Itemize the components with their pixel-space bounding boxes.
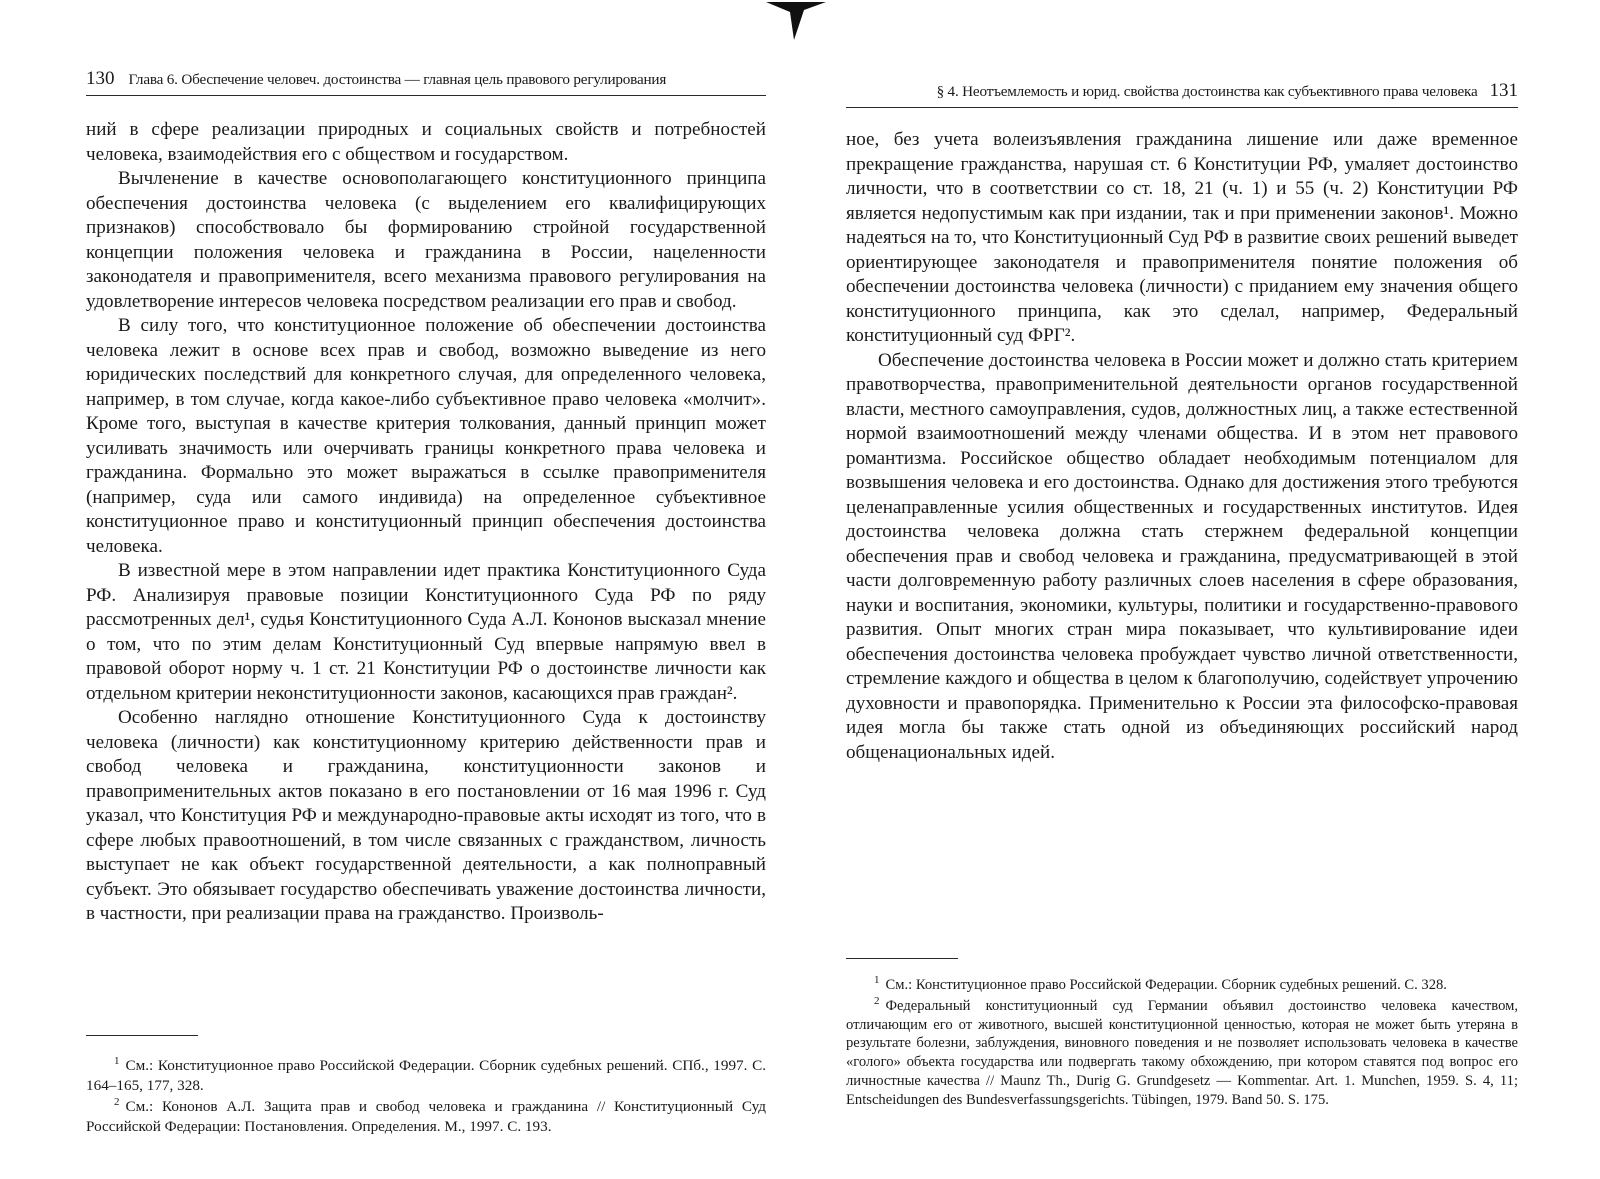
paragraph: В известной мере в этом направлении идет практика Конституционного Суда РФ. Анализируя правовые позиции Конституционного Суда РФ по ряду рассмотренных дел¹, судья Конституционного Суда А.Л. Кононов высказал мнение о том, что по этим делам Конституционный Суд впервые напрямую ввел в правовой оборот норму ч. 1 ст. 21 Конституции РФ о достоинстве личности как отдельном критерии неконституционности законов, касающихся прав граждан². [86,560,766,704]
footnotes [86,1056,766,1138]
footnote-mark: 2 [874,994,880,1007]
footnote [846,994,1518,1110]
footnote-text: См.: Конституционное право Российской Федерации. Сборник судебных решений. СПб., 1997. С. 164–165, 177, 328. [86,1057,766,1094]
footnote-rule [86,1035,198,1036]
footnote-text: См.: Кононов А.Л. Защита прав и свобод человека и гражданина // Конституционный Суд Российской Федерации: Постановления. Определения. М., 1997. С. 193. [86,1098,766,1135]
paragraph: Особенно наглядно отношение Конституционного Суда к достоинству человека (личности) как конституционному критерию действенности прав и свобод человека и гражданина, конституционности законов и правоприменительных актов показано в его постановлении от 16 мая 1996 г. Суд указал, что Конституция РФ и международно-правовые акты исходят из того, что в сфере любых правоотношений, в том числе связанных с гражданством, личность выступает не как объект государственной деятельности, а как полноправный субъект. Это обязывает государство обеспечивать уважение достоинства личности, в частности, при реализации права на гражданство. Произволь- [86,707,766,924]
running-head [846,80,1518,108]
footnote [846,976,1518,995]
footnote [86,1097,766,1136]
paragraph: Вычленение в качестве основополагающего конституционного принципа обеспечения достоинства человека (с выделением его квалифицирующих признаков) способствовало бы формированию стройной государственной концепции положения человека и гражданина в России, нацеленности законодателя и правоприменителя, всего механизма правового регулирования на удовлетворение интересов человека посредством реализации его прав и свобод. [86,168,766,312]
footnote-mark: 2 [114,1096,120,1109]
page-number: 131 [1489,80,1518,101]
body-text [86,118,766,927]
running-head [86,68,766,96]
footnote-text: Федеральный конституционный суд Германии объявил достоинство человека качеством, отличающим его от животного, высшей конституционной ценностью, которая не может быть утеряна в результате болезни, заблуждения, виновного поведения и не позволяет использовать человека в качестве «голого» объекта государства или подвергать такому обхождению, при котором ставятся под вопрос его личностные качества // Maunz Th., Durig G. Grundgesetz — Kommentar. Art. 1. Munchen, 1959. S. 4, 11; Entscheidungen des Bundesverfassungsgerichts. Tübingen, 1979. Band 50. S. 175. [846,997,1518,1108]
footnotes [846,976,1518,1112]
section-title: § 4. Неотъемлемость и юрид. свойства достоинства как субъективного права человека [936,83,1478,100]
footnote-mark: 1 [874,974,880,987]
body-text [846,128,1518,765]
right-page [846,0,1518,1179]
paragraph: В силу того, что конституционное положение об обеспечении достоинства человека лежит в основе всех прав и свобод, возможно выведение из него юридических последствий для конкретного случая, для определенного человека, например, в том случае, когда какое-либо субъективное право человека «молчит». Кроме того, выступая в качестве критерия толкования, данный принцип может усиливать значимость или очерчивать границы конкретного права человека и гражданина. Формально это может выражаться в ссылке правоприменителя (например, суда или самого индивида) на определенное субъективное конституционное право и конституционный принцип обеспечения достоинства человека. [86,315,766,557]
left-page [86,0,766,1179]
paragraph: ний в сфере реализации природных и социальных свойств и потребностей человека, взаимодействия его с обществом и государством. [86,119,766,165]
paragraph: Обеспечение достоинства человека в России может и должно стать критерием правотворчества, правоприменительной деятельности органов государственной власти, местного самоуправления, судов, должностных лиц, а также естественной нормой взаимоотношений между членами общества. И в этом нет правового романтизма. Российское общество обладает необходимым потенциалом для возвышения человека и его достоинства. Однако для достижения этого требуются целенаправленные усилия общественных и государственных институтов. Идея достоинства человека должна стать стержнем федеральной концепции обеспечения прав и свобод человека и гражданина, предусматривающей в этой части долговременную работу различных слоев населения в сфере образования, науки и воспитания, экономики, культуры, политики и государственно-правового развития. Опыт многих стран мира показывает, что культивирование идеи обеспечения достоинства человека пробуждает чувство личной ответственности, стремление каждого и общества в целом к благополучию, содействует упрочению духовности и правопорядка. Применительно к России эта философско-правовая идея могла бы также стать одной из объединяющих российский народ общенациональных идей. [846,349,1518,763]
paragraph: ное, без учета волеизъявления гражданина лишение или даже временное прекращение гражданства, нарушая ст. 6 Конституции РФ, умаляет достоинство личности, что в соответствии со ст. 18, 21 (ч. 1) и 55 (ч. 2) Конституции РФ является недопустимым как при издании, так и при применении законов¹. Можно надеяться на то, что Конституционный Суд РФ в развитие своих решений выведет ориентирующее законодателя и правоприменителя понятие положения об обеспечении достоинства человека (личности) с приданием ему значения общего конституционного принципа, как это сделал, например, Федеральный конституционный суд ФРГ². [846,129,1518,346]
binding-mark [764,0,828,40]
footnote-text: См.: Конституционное право Российской Федерации. Сборник судебных решений. С. 328. [885,977,1447,993]
footnote [86,1056,766,1095]
footnote-mark: 1 [114,1054,120,1067]
footnote-rule [846,958,958,959]
chapter-title: Глава 6. Обеспечение человеч. достоинства — главная цель правового регулирования [128,71,667,88]
page-number: 130 [86,68,115,89]
